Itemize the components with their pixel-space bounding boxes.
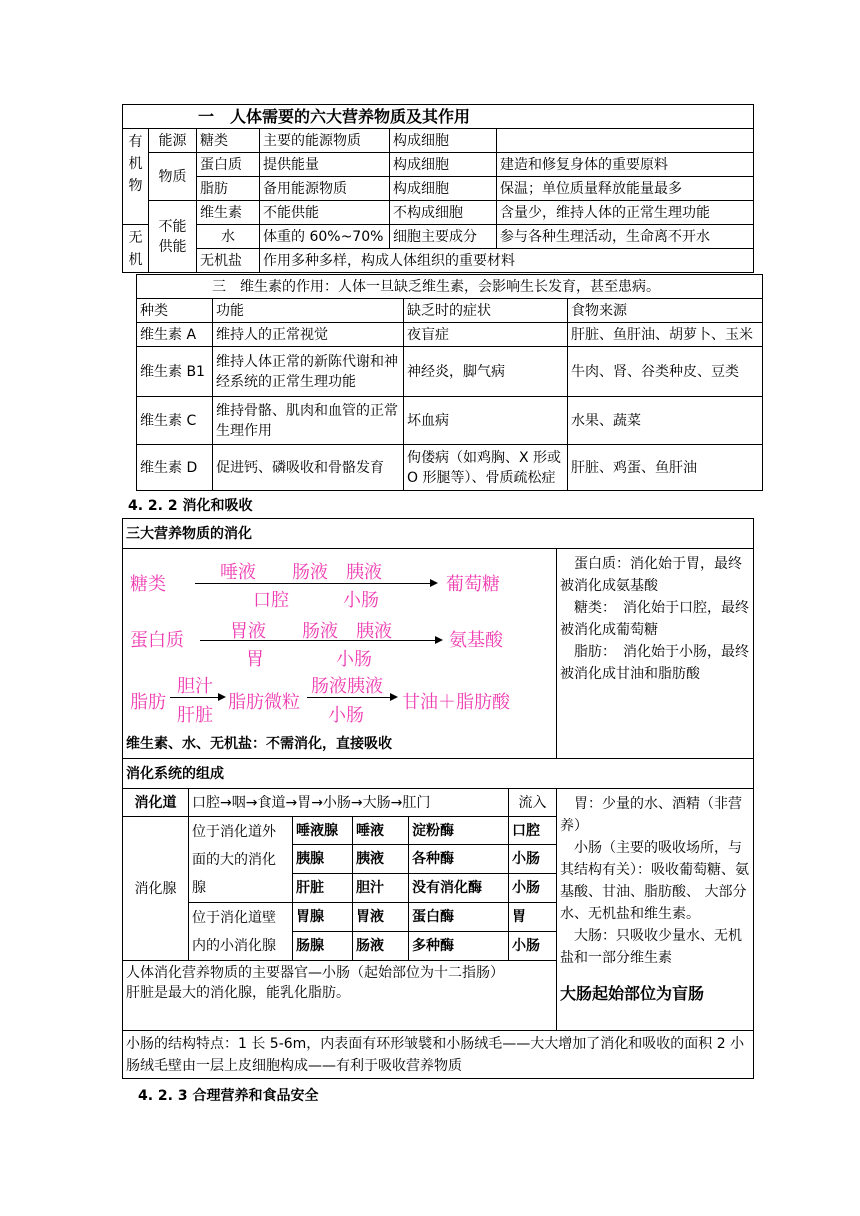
nutrient-function: 提供能量 <box>260 153 390 177</box>
inner-glands: 位于消化道壁内的小消化腺 <box>189 903 293 961</box>
vitamin-function: 促进钙、磷吸收和骨骼发育 <box>213 445 404 491</box>
nutrient-cell: 细胞主要成分 <box>390 225 497 249</box>
gland-cell: 胰液 <box>353 845 409 874</box>
nutrient-name: 蛋白质 <box>197 153 260 177</box>
vitamin-function: 维持人的正常视觉 <box>213 323 404 347</box>
nutrient-cell: 构成细胞 <box>390 177 497 201</box>
section-heading-423: 4. 2. 3 合理营养和食品安全 <box>138 1088 319 1104</box>
nutrient-name: 无机盐 <box>197 249 260 273</box>
vitamin-name: 维生素 D <box>137 445 213 491</box>
outer-glands: 位于消化道外面的大的消化腺 <box>189 817 293 903</box>
system-title: 消化系统的组成 <box>123 759 754 789</box>
section-heading-422: 4. 2. 2 消化和吸收 <box>128 498 253 514</box>
vitamin-symptom: 夜盲症 <box>404 323 568 347</box>
liver-label: 肝脏 <box>177 705 213 726</box>
gland-cell: 小肠 <box>509 932 557 961</box>
nutrient-function: 体重的 60%~70% <box>260 225 390 249</box>
non-energy-label: 不能供能 <box>149 201 197 273</box>
header-function: 功能 <box>213 299 404 323</box>
gland-cell: 胰腺 <box>293 845 353 874</box>
fat-label: 脂肪 <box>130 692 166 713</box>
nutrient-note: 建造和修复身体的重要原料 <box>497 153 754 177</box>
fat-product: 甘油＋脂肪酸 <box>402 692 510 713</box>
matter-label: 物质 <box>149 153 197 201</box>
vitamin-food: 肝脏、鸡蛋、鱼肝油 <box>568 445 763 491</box>
nutrient-function: 备用能源物质 <box>260 177 390 201</box>
vitamin-note: 维生素、水、无机盐：不需消化，直接吸收 <box>126 736 392 752</box>
fat-site: 小肠 <box>328 705 364 726</box>
energy-label: 能源 <box>149 129 197 153</box>
gland-cell: 小肠 <box>509 874 557 903</box>
nutrient-name: 糖类 <box>197 129 260 153</box>
nutrient-function: 不能供能 <box>260 201 390 225</box>
nutrient-note: 参与各种生理活动，生命离不开水 <box>497 225 754 249</box>
digestion-side-note: 蛋白质：消化始于胃，最终被消化成氨基酸 糖类： 消化始于口腔，最终被消化成葡萄糖 脂肪： 消化始于小肠，最终被消化成甘油和脂肪酸 <box>557 549 754 759</box>
gland-cell: 肝脏 <box>293 874 353 903</box>
flow-label: 流入 <box>509 789 557 817</box>
protein-product: 氨基酸 <box>449 630 503 651</box>
vitamin-symptom: 坏血病 <box>404 397 568 445</box>
gland-label: 消化腺 <box>123 817 189 961</box>
table-title: 一 人体需要的六大营养物质及其作用 <box>123 105 754 129</box>
fat-arrow-2 <box>307 697 392 698</box>
nutrients-table <box>122 104 754 273</box>
small-intestine-structure: 小肠的结构特点：1 长 5-6m，内表面有环形皱襞和小肠绒毛——大大增加了消化和吸收的面积 2 小肠绒毛壁由一层上皮细胞构成——有利于吸收营养物质 <box>123 1031 754 1079</box>
gland-cell: 肠液 <box>353 932 409 961</box>
bile-label: 胆汁 <box>177 676 213 697</box>
vitamin-symptom: 佝偻病（如鸡胸、X 形或 O 形腿等）、骨质疏松症 <box>404 445 568 491</box>
nutrient-function: 作用多种多样，构成人体组织的重要材料 <box>260 249 754 273</box>
sugar-sites: 口腔 小肠 <box>253 590 379 611</box>
protein-enzymes: 胃液 肠液 胰液 <box>230 621 392 642</box>
organic-label: 有机物 <box>123 129 149 225</box>
gland-cell: 胃液 <box>353 903 409 932</box>
vitamin-table-title: 三 维生素的作用：人体一旦缺乏维生素，会影响生长发育，甚至患病。 <box>137 275 763 299</box>
nutrient-function: 主要的能源物质 <box>260 129 390 153</box>
inorganic-label: 无机 <box>123 225 149 273</box>
tract-path: 口腔→咽→食道→胃→小肠→大肠→肛门 <box>189 789 509 817</box>
vitamin-table <box>136 274 763 491</box>
arrow-head <box>435 636 443 644</box>
gland-cell: 胃 <box>509 903 557 932</box>
nutrient-cell: 不构成细胞 <box>390 201 497 225</box>
nutrient-cell: 构成细胞 <box>390 129 497 153</box>
absorption-notes: 胃：少量的水、酒精（非营养） 小肠（主要的吸收场所，与其结构有关）：吸收葡萄糖、氨基酸、甘油、脂肪酸、 大部分水、无机盐和维生素。 大肠：只吸收少量水、无机盐和一部分维生素 大肠起始部位为盲肠 <box>557 789 754 1031</box>
large-intestine-note: 大肠起始部位为盲肠 <box>560 984 705 1003</box>
gland-cell: 胃腺 <box>293 903 353 932</box>
gland-cell: 多种酶 <box>409 932 509 961</box>
nutrient-name: 脂肪 <box>197 177 260 201</box>
vitamin-name: 维生素 C <box>137 397 213 445</box>
protein-arrow <box>200 640 437 641</box>
arrow-head <box>430 579 438 587</box>
nutrient-cell: 构成细胞 <box>390 153 497 177</box>
protein-sites: 胃 小肠 <box>246 649 372 670</box>
nutrient-note <box>497 129 754 153</box>
gland-cell: 肠腺 <box>293 932 353 961</box>
nutrient-name: 维生素 <box>197 201 260 225</box>
gland-cell: 各种酶 <box>409 845 509 874</box>
nutrient-note: 保温；单位质量释放能量最多 <box>497 177 754 201</box>
nutrient-name: 水 <box>197 225 260 249</box>
vitamin-name: 维生素 A <box>137 323 213 347</box>
arrow-head <box>390 693 398 701</box>
gland-cell: 唾液腺 <box>293 817 353 845</box>
vitamin-function: 维持人体正常的新陈代谢和神经系统的正常生理功能 <box>213 347 404 397</box>
header-food: 食物来源 <box>568 299 763 323</box>
gland-cell: 小肠 <box>509 845 557 874</box>
fat-enzymes: 肠液胰液 <box>311 676 383 697</box>
vitamin-food: 牛肉、肾、谷类种皮、豆类 <box>568 347 763 397</box>
digestion-title: 三大营养物质的消化 <box>123 519 754 549</box>
protein-label: 蛋白质 <box>130 630 184 651</box>
fat-droplet: 脂肪微粒 <box>228 692 300 713</box>
sugar-enzymes: 唾液 肠液 胰液 <box>220 562 382 583</box>
arrow-head <box>218 693 226 701</box>
organ-notes: 人体消化营养物质的主要器官—小肠（起始部位为十二指肠） 肝脏是最大的消化腺，能乳化脂肪。 <box>123 961 557 1031</box>
gland-cell: 淀粉酶 <box>409 817 509 845</box>
vitamin-food: 肝脏、鱼肝油、胡萝卜、玉米 <box>568 323 763 347</box>
header-symptom: 缺乏时的症状 <box>404 299 568 323</box>
vitamin-food: 水果、蔬菜 <box>568 397 763 445</box>
gland-cell: 唾液 <box>353 817 409 845</box>
gland-cell: 没有消化酶 <box>409 874 509 903</box>
tract-label: 消化道 <box>123 789 189 817</box>
header-type: 种类 <box>137 299 213 323</box>
gland-cell: 蛋白酶 <box>409 903 509 932</box>
vitamin-symptom: 神经炎，脚气病 <box>404 347 568 397</box>
sugar-label: 糖类 <box>130 574 166 595</box>
nutrient-note: 含量少，维持人体的正常生理功能 <box>497 201 754 225</box>
fat-arrow-1 <box>170 697 220 698</box>
gland-cell: 口腔 <box>509 817 557 845</box>
vitamin-function: 维持骨骼、肌肉和血管的正常生理作用 <box>213 397 404 445</box>
gland-cell: 胆汁 <box>353 874 409 903</box>
sugar-arrow <box>195 583 432 584</box>
digestion-table <box>122 518 754 1079</box>
sugar-product: 葡萄糖 <box>446 574 500 595</box>
vitamin-name: 维生素 B1 <box>137 347 213 397</box>
